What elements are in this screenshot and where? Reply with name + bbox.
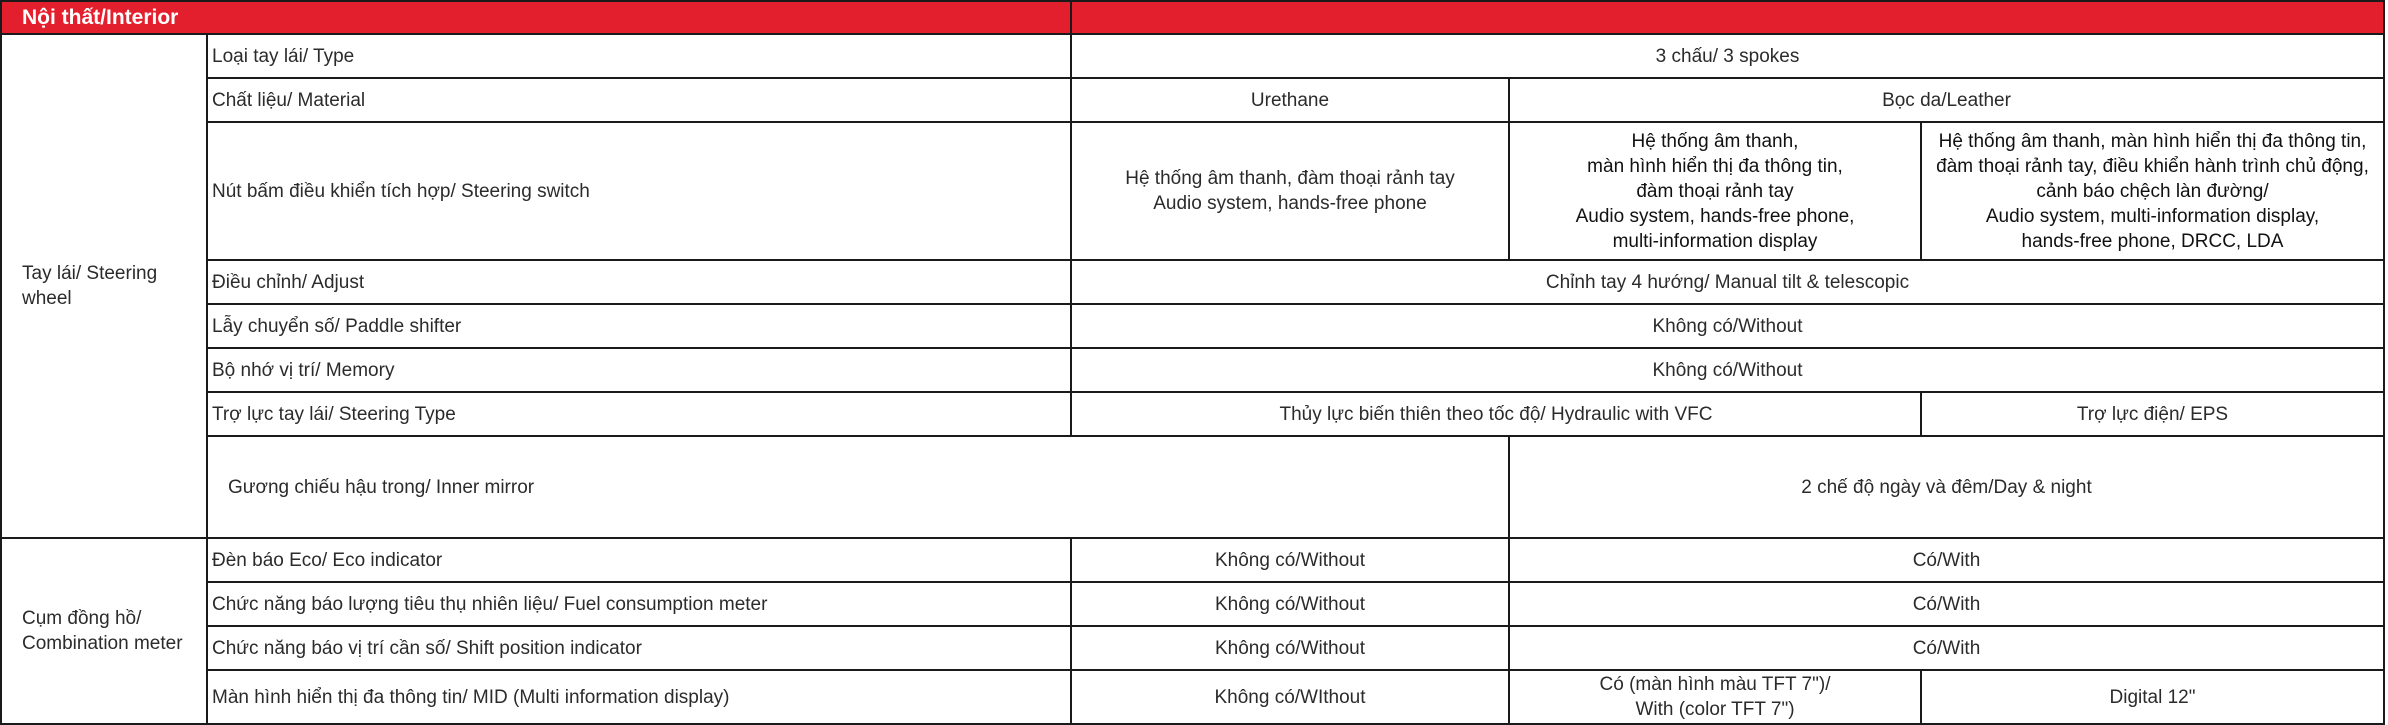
table-row	[1, 348, 2384, 392]
value-cell: 3 chấu/ 3 spokes	[1071, 34, 2384, 78]
value-line: multi-information display	[1612, 230, 1818, 252]
value-line: Audio system, hands-free phone,	[1575, 205, 1855, 227]
group-combination-meter: Cụm đồng hồ/ Combination meter	[1, 538, 207, 724]
value-line: With (color TFT 7")	[1635, 699, 1795, 720]
section-title: Nội thất/Interior	[1, 1, 1071, 34]
value-cell: Có/With	[1509, 538, 2384, 582]
value-line: đàm thoại rảnh tay, điều khiển hành trình chủ động,	[1936, 155, 2369, 177]
value-cell: Không có/Without	[1071, 304, 2384, 348]
table-row	[1, 304, 2384, 348]
row-label: Điều chỉnh/ Adjust	[207, 260, 1071, 304]
row-label: Bộ nhớ vị trí/ Memory	[207, 348, 1071, 392]
value-line: hands-free phone, DRCC, LDA	[2021, 230, 2284, 252]
row-label: Chức năng báo lượng tiêu thụ nhiên liệu/ Fuel consumption meter	[207, 582, 1071, 626]
section-header-row	[1, 1, 2384, 34]
table-row	[1, 538, 2384, 582]
group-steering-wheel: Tay lái/ Steering wheel	[1, 34, 207, 538]
value-line: Hệ thống âm thanh, đàm thoại rảnh tay	[1125, 168, 1455, 189]
value-line: cảnh báo chệch làn đường/	[2036, 180, 2269, 202]
row-label: Màn hình hiển thị đa thông tin/ MID (Multi information display)	[207, 670, 1071, 724]
row-label: Trợ lực tay lái/ Steering Type	[207, 392, 1071, 436]
table-row	[1, 670, 2384, 724]
value-cell: Bọc da/Leather	[1509, 78, 2384, 122]
row-label: Nút bấm điều khiển tích hợp/ Steering switch	[207, 122, 1071, 260]
table-row	[1, 34, 2384, 78]
value-line: Có (màn hình màu TFT 7")/	[1599, 674, 1831, 695]
value-cell	[1509, 122, 1921, 260]
value-cell: Không có/Without	[1071, 582, 1509, 626]
row-label: Chức năng báo vị trí cần số/ Shift position indicator	[207, 626, 1071, 670]
value-line: Hệ thống âm thanh,	[1631, 130, 1799, 152]
value-line: màn hình hiển thị đa thông tin,	[1587, 155, 1843, 177]
value-cell: 2 chế độ ngày và đêm/Day & night	[1509, 436, 2384, 538]
value-cell: Không có/Without	[1071, 626, 1509, 670]
value-cell: Có/With	[1509, 626, 2384, 670]
value-cell: Thủy lực biến thiên theo tốc độ/ Hydraulic with VFC	[1071, 392, 1921, 436]
value-cell: Trợ lực điện/ EPS	[1921, 392, 2384, 436]
table-row	[1, 436, 2384, 538]
value-line: Hệ thống âm thanh, màn hình hiển thị đa thông tin,	[1938, 130, 2367, 152]
value-cell: Digital 12"	[1921, 670, 2384, 724]
group-inner-mirror: Gương chiếu hậu trong/ Inner mirror	[207, 436, 1509, 538]
value-cell	[1921, 122, 2384, 260]
value-cell: Urethane	[1071, 78, 1509, 122]
value-cell: Không có/Without	[1071, 538, 1509, 582]
table-row	[1, 582, 2384, 626]
value-cell	[1071, 122, 1509, 260]
value-cell: Không có/Without	[1071, 348, 2384, 392]
value-cell	[1509, 670, 1921, 724]
value-line: đàm thoại rảnh tay	[1636, 180, 1794, 202]
row-label: Đèn báo Eco/ Eco indicator	[207, 538, 1071, 582]
row-label: Lẫy chuyển số/ Paddle shifter	[207, 304, 1071, 348]
table-row	[1, 78, 2384, 122]
value-line: Audio system, multi-information display,	[1985, 205, 2320, 227]
section-header-fill	[1071, 1, 2384, 34]
table-row	[1, 260, 2384, 304]
table-row	[1, 392, 2384, 436]
row-label: Loại tay lái/ Type	[207, 34, 1071, 78]
table-row	[1, 626, 2384, 670]
table-row	[1, 122, 2384, 260]
value-cell: Chỉnh tay 4 hướng/ Manual tilt & telescopic	[1071, 260, 2384, 304]
value-line: Audio system, hands-free phone	[1153, 193, 1427, 214]
value-cell: Có/With	[1509, 582, 2384, 626]
value-cell: Không có/WIthout	[1071, 670, 1509, 724]
row-label: Chất liệu/ Material	[207, 78, 1071, 122]
